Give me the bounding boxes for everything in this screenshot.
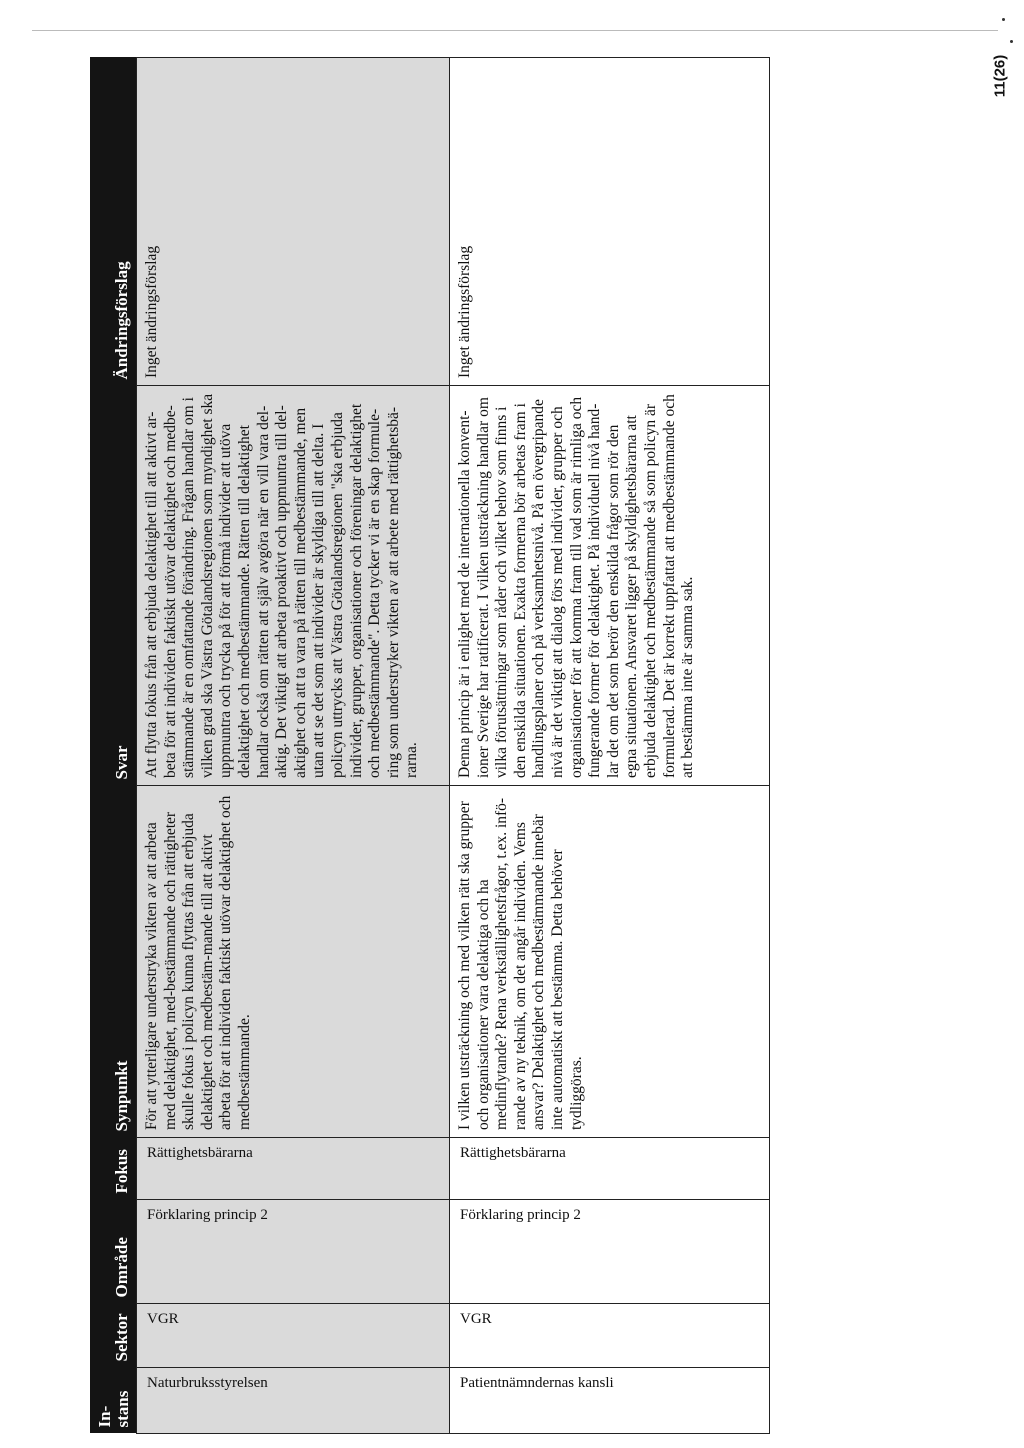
cell-sektor [450, 1304, 770, 1368]
svar-text: Att flytta fokus från att erbjuda delaktighet till att aktivt ar-beta för att individen faktiskt utövar delaktighet och medbe-stämmande är en omfattande förändring. Frågan handlar om i vilken grad ska Västra Götalandsregionen som myndighet ska uppmuntra och trycka på för att förmå individer att utöva delaktighet och medbestämmande. Rätten till delaktighet handlar också om rätten att själv avgöra när en vill vara del-aktig. Det viktigt att arbeta proaktivt och uppmuntra till del-aktighet och att ta vara på rätten till medbestämmande, men utan att se det som att individer är skyldiga till att delta. I policyn uttrycks att Västra Götalandsregionen "ska erbjuda individer, grupper, organisationer och föreningar delaktighet och medbestämmande". Detta tycker vi är en skap formule-ring som understryker vikten av att arbete med rättighetsbä-rarna. [143, 393, 421, 778]
table-row [450, 58, 770, 1434]
andringsforslag-text: Inget ändringsförslag [143, 245, 160, 378]
cell-instans [137, 1368, 450, 1434]
cell-fokus [450, 1138, 770, 1200]
page-number: 11(26) [991, 54, 1009, 98]
cell-sektor [137, 1304, 450, 1368]
fokus-text: Rättighetsbärarna [147, 1145, 253, 1161]
sektor-text: VGR [147, 1311, 179, 1327]
cell-andringsforslag [137, 58, 450, 386]
header-svar: Svar [90, 386, 137, 786]
header-instans: In- stans [90, 1368, 137, 1434]
andringsforslag-text: Inget ändringsförslag [456, 245, 473, 378]
omrade-text: Förklaring princip 2 [147, 1207, 268, 1223]
svar-text: Denna princip är i enlighet med de internationella konvent-ioner Sverige har ratificerat. I vilken utsträckning handlar om vilka förutsättningar som råder och vilket behov som finns i den enskilda situationen. Exakta formerna bör arbetas fram i handlingsplaner och på verksamhetsnivå. På en övergripande nivå är det viktigt att dialog förs med individer, grupper och organisationer för att komma fram till vad som är rimliga och fungerande former för delaktighet. På individuell nivå hand-lar det om det som berör den enskilda frågor som rör den egna situationen. Ansvaret ligger på skyldighetsbärarna att erbjuda delaktighet och medbestämmande så som policyn är formulerad. Det är korrekt uppfattat att medbestämmande och att bestämma inte är samma sak. [456, 394, 697, 778]
cell-omrade [450, 1200, 770, 1304]
table-row [137, 58, 450, 1434]
table-header-row [90, 58, 137, 1434]
cell-instans [450, 1368, 770, 1434]
header-synpunkt: Synpunkt [90, 786, 137, 1138]
cell-svar [450, 386, 770, 786]
synpunkt-text: I vilken utsträckning och med vilken rätt ska grupper och organisationer vara delaktiga och ha medinflytande? Rena verkställighetsfrågor, t.ex. infö-rande av ny teknik, om det angår individen. Vems ansvar? Delaktighet och medbestämmande innebär inte automatiskt att bestämma. Detta behöver tydliggöras. [456, 797, 585, 1130]
instans-text: Naturbruksstyrelsen [147, 1375, 268, 1391]
scan-speck [1010, 40, 1013, 43]
cell-svar [137, 386, 450, 786]
omrade-text: Förklaring princip 2 [460, 1207, 581, 1223]
header-andringsforslag: Ändringsförslag [90, 58, 137, 386]
review-table [90, 57, 770, 1434]
cell-andringsforslag [450, 58, 770, 386]
header-omrade: Område [90, 1200, 137, 1304]
header-sektor: Sektor [90, 1304, 137, 1368]
instans-text: Patientnämndernas kansli [460, 1375, 614, 1391]
cell-omrade [137, 1200, 450, 1304]
scan-speck [1002, 18, 1005, 21]
fokus-text: Rättighetsbärarna [460, 1145, 566, 1161]
cell-synpunkt [450, 786, 770, 1138]
rotated-table-wrapper [90, 58, 770, 1434]
cell-synpunkt [137, 786, 450, 1138]
cell-fokus [137, 1138, 450, 1200]
synpunkt-text: För att ytterligare understryka vikten av att arbeta med delaktighet, med-bestämmande och rättigheter skulle fokus i policyn kunna flyttas från att erbjuda delaktighet och medbestäm-mande till att aktivt arbeta för att individen faktiskt utövar delaktighet och medbestämmande. [143, 795, 253, 1130]
sektor-text: VGR [460, 1311, 492, 1327]
header-fokus: Fokus [90, 1138, 137, 1200]
